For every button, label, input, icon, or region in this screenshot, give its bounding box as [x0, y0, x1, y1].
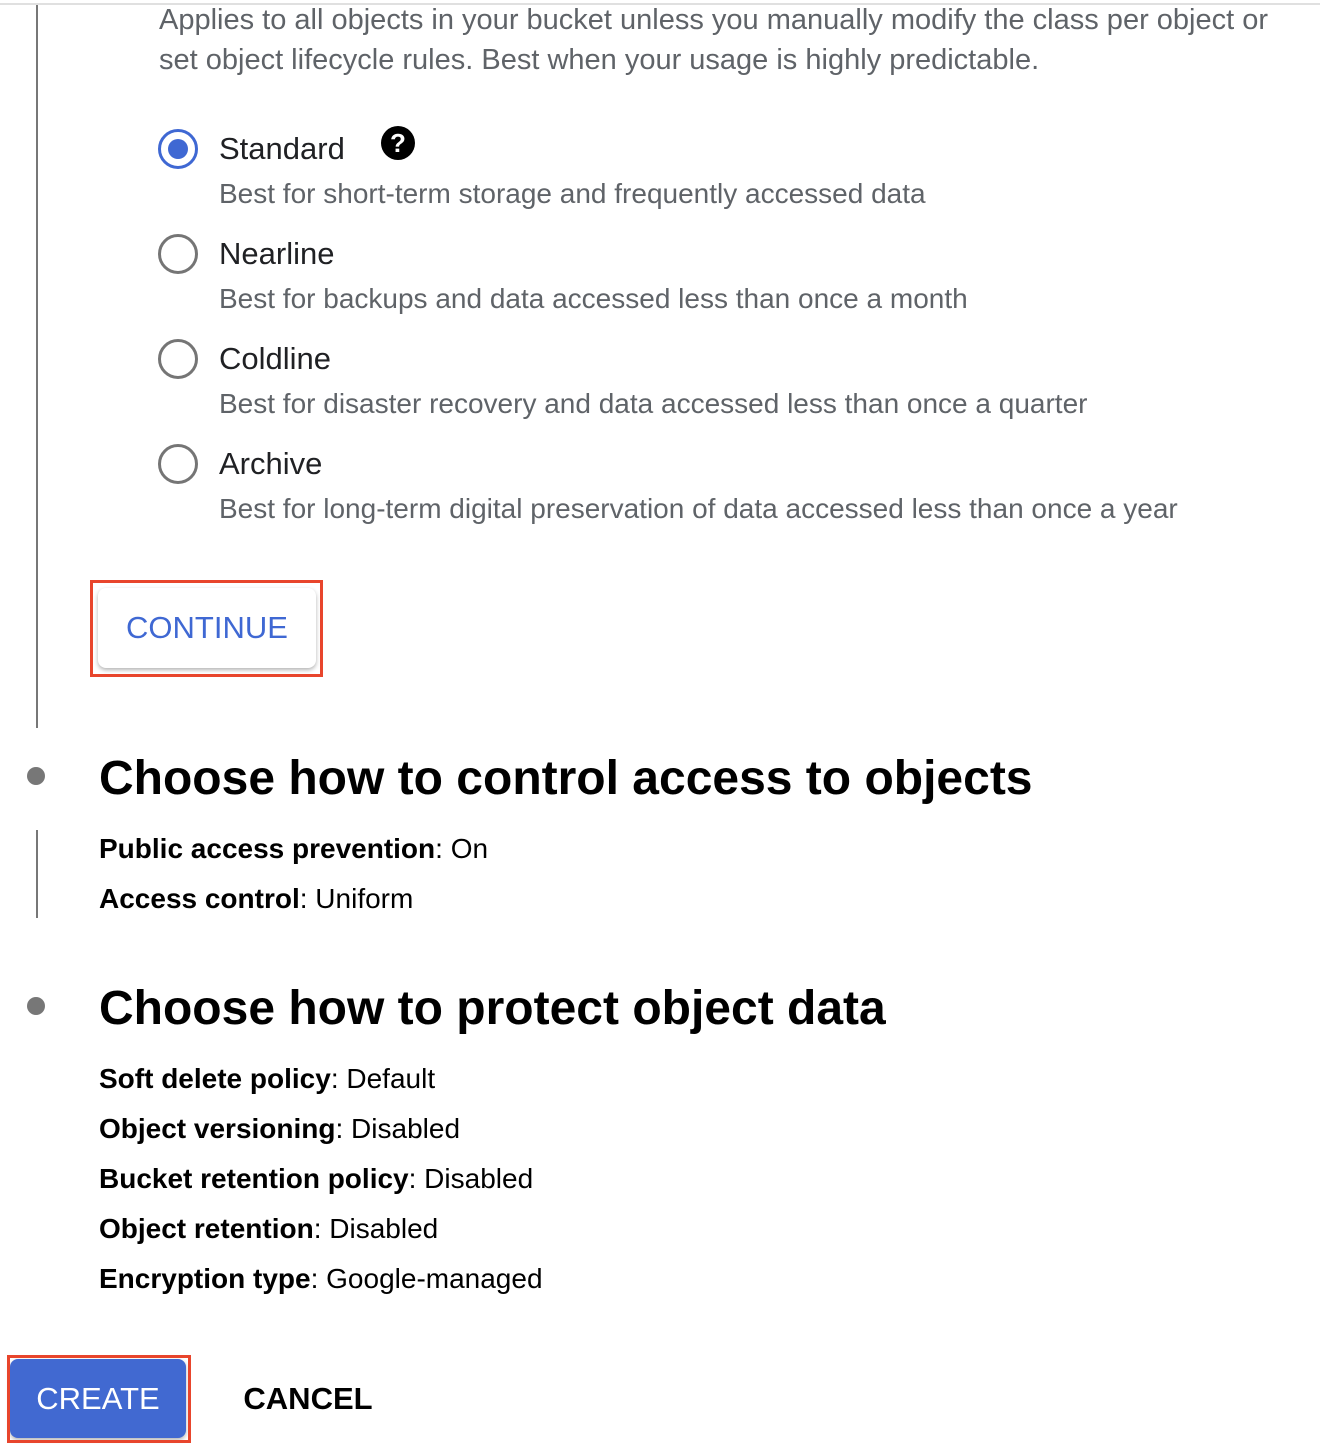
radio-label-coldline[interactable]: Coldline	[219, 341, 332, 376]
stepper-line	[36, 5, 38, 728]
radio-nearline[interactable]	[158, 234, 198, 274]
section-title-protect[interactable]: Choose how to protect object data	[99, 982, 886, 1035]
radio-description: Best for short-term storage and frequently accessed data	[219, 178, 926, 209]
summary-row	[99, 1062, 435, 1096]
summary-value: : Google-managed	[310, 1263, 543, 1294]
section-title-access[interactable]: Choose how to control access to objects	[99, 752, 1033, 805]
radio-label-archive[interactable]: Archive	[219, 446, 323, 481]
radio-description: Best for backups and data accessed less than once a month	[219, 283, 968, 314]
stepper-line	[36, 830, 38, 918]
help-icon[interactable]: ?	[381, 126, 415, 160]
summary-value: : Uniform	[299, 883, 414, 914]
summary-row	[99, 1262, 543, 1296]
summary-key: Public access prevention	[99, 833, 436, 864]
summary-row	[99, 1112, 460, 1146]
step-bullet	[27, 997, 45, 1015]
radio-standard[interactable]	[158, 129, 198, 169]
summary-row	[99, 832, 488, 866]
summary-key: Encryption type	[99, 1263, 311, 1294]
summary-key: Access control	[99, 883, 300, 914]
summary-row	[99, 1162, 533, 1196]
radio-label-nearline[interactable]: Nearline	[219, 236, 335, 271]
radio-description: Best for disaster recovery and data accessed less than once a quarter	[219, 388, 1088, 419]
summary-row	[99, 882, 413, 916]
summary-row	[99, 1212, 438, 1246]
summary-value: : On	[435, 833, 489, 864]
highlight-box	[7, 1355, 191, 1443]
radio-description: Best for long-term digital preservation of data accessed less than once a year	[219, 493, 1178, 524]
summary-key: Object retention	[99, 1213, 314, 1244]
create-button[interactable]: CREATE	[10, 1359, 186, 1438]
radio-label-standard[interactable]: Standard	[219, 131, 345, 166]
storage-class-description: Applies to all objects in your bucket unless you manually modify the class per object or set object lifecycle rules. Best when your usage is highly predictable.	[159, 4, 1269, 76]
continue-button[interactable]: CONTINUE	[98, 588, 316, 668]
summary-key: Bucket retention policy	[99, 1163, 409, 1194]
summary-value: : Disabled	[408, 1163, 534, 1194]
step-bullet	[27, 767, 45, 785]
summary-value: : Disabled	[335, 1113, 461, 1144]
summary-key: Soft delete policy	[99, 1063, 331, 1094]
cancel-button[interactable]: CANCEL	[243, 1381, 373, 1416]
radio-archive[interactable]	[158, 444, 198, 484]
radio-coldline[interactable]	[158, 339, 198, 379]
summary-key: Object versioning	[99, 1113, 336, 1144]
summary-value: : Disabled	[313, 1213, 439, 1244]
summary-value: : Default	[330, 1063, 436, 1094]
